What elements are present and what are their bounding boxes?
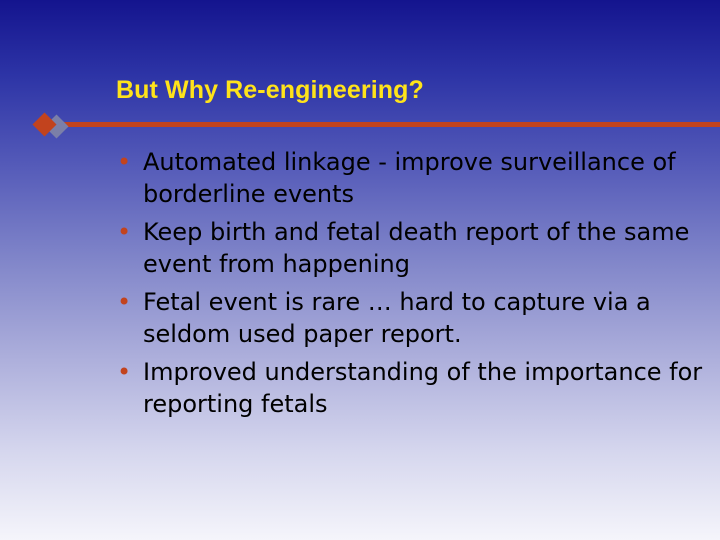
bullet-item — [112, 146, 712, 210]
bullet-dot-icon: • — [117, 358, 132, 386]
bullet-dot-icon: • — [117, 148, 132, 176]
bullet-text: Keep birth and fetal death report of the same event from happening — [143, 218, 690, 278]
slide-title: But Why Re-engineering? — [116, 76, 424, 104]
bullet-text: Improved understanding of the importance for reporting fetals — [143, 358, 703, 418]
bullet-item — [112, 216, 712, 280]
bullet-text: Fetal event is rare … hard to capture via a seldom used paper report. — [143, 288, 651, 348]
bullet-item — [112, 356, 712, 420]
bullet-dot-icon: • — [117, 288, 132, 316]
bullet-list — [112, 146, 712, 426]
bullet-text: Automated linkage - improve surveillance of borderline events — [143, 148, 676, 208]
bullet-dot-icon: • — [117, 218, 132, 246]
title-divider-line — [44, 122, 720, 127]
bullet-item — [112, 286, 712, 350]
